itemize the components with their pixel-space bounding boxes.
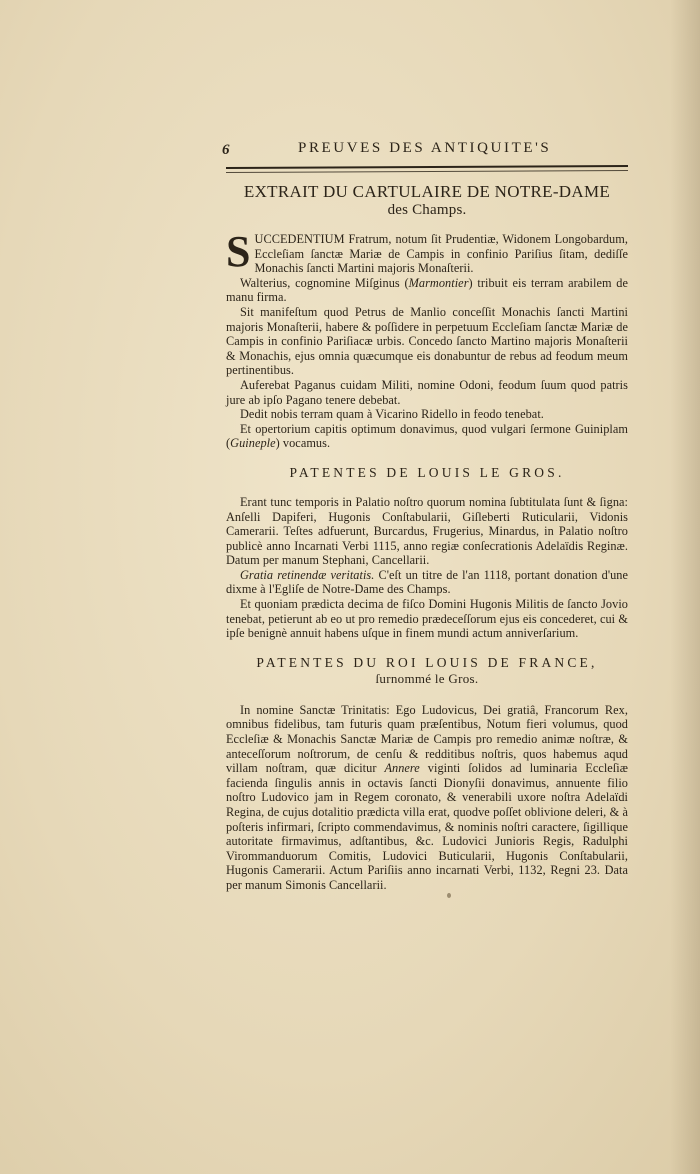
extrait-p6-b: ) vocamus.: [275, 436, 331, 451]
page-content: [222, 130, 628, 893]
patentes-gros-paragraph-3: Et quoniam prædicta decima de fiſco Domini Hugonis Militis de ſancto Jovio tenebat, petierunt ab eo ut pro remedio prædeceſſorum ejus eis concederet, cui & ipſe benignè annuit habens uſque in finem mundi actum anniverſarium.: [226, 597, 628, 641]
extrait-p2-a: Walterius, cognomine Miſginus (: [240, 275, 409, 290]
ink-smudge: [447, 893, 451, 898]
running-header: [222, 130, 628, 158]
extrait-paragraph-4: Auferebat Paganus cuidam Militi, nomine Odoni, feodum ſuum quod patris jure ab ipſo Pagano tenere debebat.: [226, 377, 628, 407]
extrait-p6-italic: Guineple: [230, 436, 276, 451]
header-rule: [226, 165, 628, 169]
patentes-france-paragraph-1: [226, 703, 628, 893]
extrait-paragraph-3: Sit manifeſtum quod Petrus de Manlio conceſſit Monachis ſancti Martini majoris Monaſterii, habere & poſſidere in perpetuum Eccleſiam ſanctæ Mariæ de Campis in confinio Pariſiacæ urbis. Concedo ſancto Martino majoris Monaſterii & Monachis, ejus omnia quæcumque eis donabuntur de rebus ad feodum meum pertinentibus.: [226, 304, 628, 378]
patentes-france-body: [226, 703, 628, 893]
patentes-gros-paragraph-1: Erant tunc temporis in Palatio noſtro quorum nomina ſubtitulata ſunt & ſigna: Anſelli Dapiferi, Hugonis Conſtabularii, Giſleberti Ruticularii, Vidonis Camerarii. Teſtes adfuerunt, Burcardus, Frugerius, Minardus, in Palatio noſtro publicè anno Incarnati Verbi 1115, anno regiæ conſecrationis Adelaïdis Reginæ. Datum per manum Stephani, Cancellarii.: [226, 494, 628, 568]
extrait-p6-a: Et opertorium capitis optimum donavimus, quod vulgari ſermone Guiniplam (: [226, 421, 628, 451]
extrait-paragraph-1: [226, 227, 628, 276]
running-title: PREUVES DES ANTIQUITE'S: [298, 140, 552, 156]
patentes-france-title: [226, 655, 628, 687]
page-number: 6: [222, 142, 230, 158]
extrait-title-line2: des Champs.: [387, 202, 467, 218]
patentes-france-subtitle: ſurnommé le Gros.: [375, 670, 479, 686]
extrait-p2-b: ) tribuit eis terram arabilem de manu firma.: [226, 275, 628, 305]
extrait-title-line1: EXTRAIT DU CARTULAIRE DE NOTRE-DAME: [243, 182, 611, 201]
extrait-paragraph-1-text: UCCEDENTIUM Fratrum, notum ſit Prudentiæ, Widonem Longobardum, Eccleſiam ſanctæ Mariæ de Campis in confinio Pariſius ſitam, dediſſe Monachis ſancti Martini majoris Monaſterii.: [254, 232, 628, 276]
patentes-france-p1-a: In nomine Sanctæ Trinitatis: Ego Ludovicus, Dei gratiâ, Francorum Rex, omnibus fidelibus, tam futuris quam præſentibus, Notum fieri volumus, quod Eccleſiæ & Monachis Sanctæ Mariæ de Campis pro remedio animæ noſtræ, & anteceſſorum noſtrorum, de cenſu & redditibus noſtris, quos habemus aqud villam noſtram, quæ dicitur: [226, 702, 628, 776]
patentes-gros-title: PATENTES DE LOUIS LE GROS.: [289, 464, 565, 480]
extrait-title: [226, 182, 628, 220]
extrait-paragraph-5: Dedit nobis terram quam à Vicarino Ridello in feodo tenebat.: [240, 407, 544, 422]
extrait-p2-italic: Marmontier: [408, 275, 469, 290]
extrait-paragraph-2: [226, 276, 628, 305]
patentes-france-p1-b: viginti ſolidos ad luminaria Eccleſiæ facienda ſingulis annis in octavis ſancti Dionyſii donavimus, annuente filio noſtro Ludovico jam in Regem coronato, & venerabili uxore noſtra Adelaïdi Regina, de cujus dotalitio prædicta villa erat, quodve poſſet oblivione deleri, & à poſteris infirmari, ſcripto commendavimus, & nominis noſtri caractere, ſigillique autoritate firmavimus, adſtantibus, &c. Ludovici Junioris Regis, Radulphi Virommanduorum Comitis, Ludovici Buticularii, Hugonis Conſtabularii, Hugonis Camerarii. Actum Pariſiis anno incarnati Verbi, 1132, Regni 23. Data per manum Simonis Cancellarii.: [226, 761, 628, 892]
header-rule-thin: [226, 170, 628, 173]
extrait-paragraph-6: [226, 422, 628, 451]
extrait-body: [226, 227, 628, 451]
patentes-gros-p2-text: C'eſt un titre de l'an 1118, portant donation d'une dixme à l'Egliſe de Notre-Dame des Champs.: [226, 567, 628, 597]
patentes-gros-body: [226, 495, 628, 641]
patentes-france-title-line1: PATENTES DU ROI LOUIS DE FRANCE,: [256, 654, 598, 670]
patentes-gros-p2-italic: Gratia retinendæ veritatis.: [240, 567, 375, 582]
page-edge-shadow: [670, 0, 700, 1174]
patentes-gros-paragraph-2: [226, 568, 628, 597]
patentes-france-p1-italic: Annere: [384, 761, 420, 776]
drop-cap: S: [226, 227, 251, 276]
